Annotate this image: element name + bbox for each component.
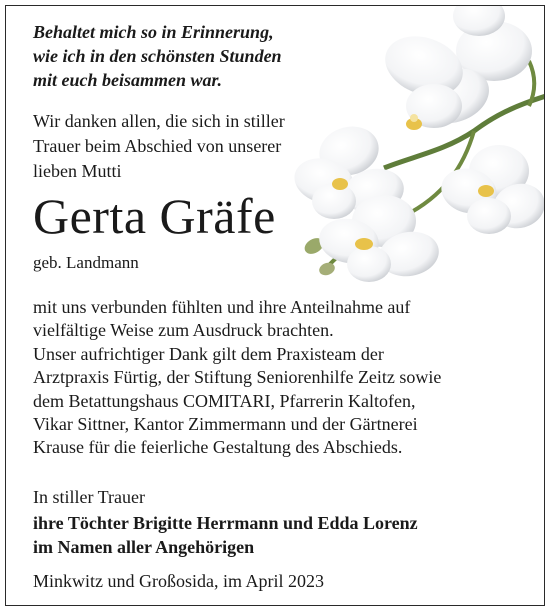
obituary-card bbox=[5, 5, 545, 606]
thanks-line: Unser aufrichtiger Dank gilt dem Praxisteam der bbox=[33, 343, 384, 364]
thanks-line: dem Betattungshaus COMITARI, Pfarrerin Kaltofen, bbox=[33, 390, 416, 411]
signature-line: im Namen aller Angehörigen bbox=[33, 537, 255, 557]
thanks-line: Krause für die feierliche Gestaltung des Abschieds. bbox=[33, 437, 403, 458]
intro-line: Wir danken allen, die sich in stiller bbox=[33, 111, 285, 131]
thanks-text bbox=[33, 296, 541, 460]
thanks-line: Vikar Sittner, Kantor Zimmermann und der Gärtnerei bbox=[33, 414, 418, 435]
signature-label: In stiller Trauer bbox=[33, 487, 145, 507]
intro-line: Trauer beim Abschied von unserer bbox=[33, 136, 282, 156]
intro-text bbox=[33, 109, 285, 184]
deceased-name: Gerta Gräfe bbox=[33, 188, 276, 244]
thanks-line: Arztpraxis Fürtig, der Stiftung Seniorenhilfe Zeitz sowie bbox=[33, 367, 442, 388]
thanks-line: vielfältige Weise zum Ausdruck brachten. bbox=[33, 320, 334, 341]
motto bbox=[33, 20, 353, 92]
motto-line: Behaltet mich so in Erinnerung, bbox=[33, 22, 274, 42]
thanks-line: mit uns verbunden fühlten und ihre Anteilnahme auf bbox=[33, 297, 411, 317]
signature-line: ihre Töchter Brigitte Herrmann und Edda Lorenz bbox=[33, 513, 418, 533]
birth-name: geb. Landmann bbox=[33, 253, 139, 272]
motto-line: wie ich in den schönsten Stunden bbox=[33, 46, 282, 66]
intro-line: lieben Mutti bbox=[33, 161, 122, 181]
motto-line: mit euch beisammen war. bbox=[33, 70, 223, 90]
signature bbox=[33, 511, 418, 559]
place-date: Minkwitz und Großosida, im April 2023 bbox=[33, 571, 324, 591]
